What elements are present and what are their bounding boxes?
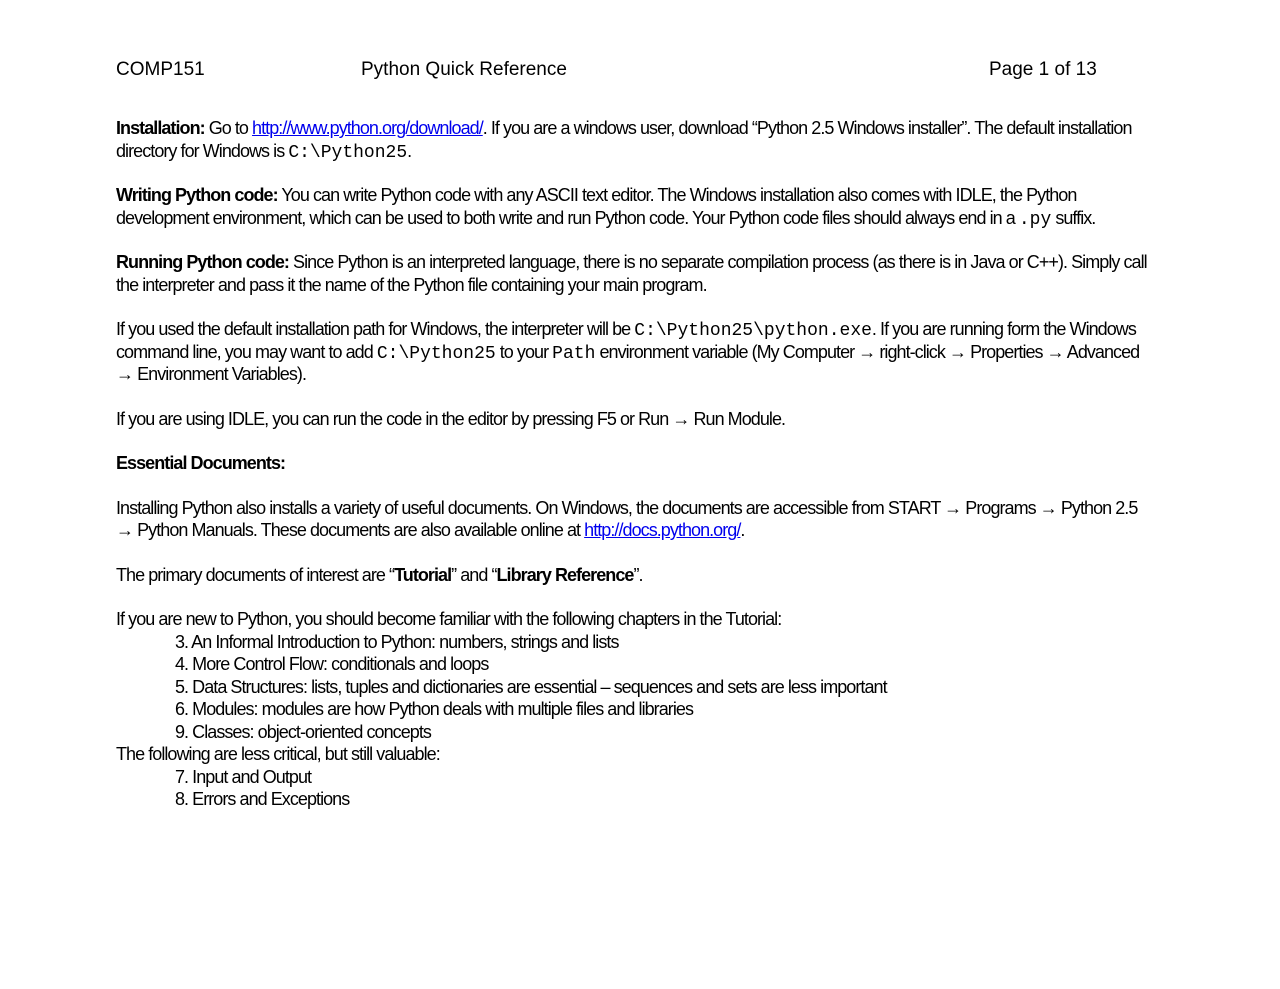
text: ”.: [633, 564, 643, 585]
text: If you are new to Python, you should become familiar with the following chapters in the Tutorial:: [116, 609, 782, 629]
hyperlink[interactable]: http://www.python.org/download/: [252, 118, 483, 138]
code-text: C:\Python25: [288, 142, 408, 163]
text-line: [116, 452, 1216, 475]
list-item: [116, 676, 1216, 699]
text-line: [116, 564, 1216, 587]
text-line: [116, 140, 1216, 163]
text: The primary documents of interest are “: [116, 564, 395, 585]
hyperlink[interactable]: http://docs.python.org/: [584, 520, 741, 540]
text: . If you are a windows user, download “Python 2.5 Windows installer”. The default installation: [482, 118, 1132, 138]
paragraph: [116, 608, 1216, 811]
list-item: [116, 721, 1216, 744]
text: ” and “: [451, 564, 497, 585]
text: command line, you may want to add: [116, 341, 377, 362]
text: 9. Classes: object-oriented concepts: [175, 721, 431, 742]
paragraph: [116, 497, 1216, 542]
bold-text: Running Python code:: [116, 252, 289, 272]
bold-text: Essential Documents:: [116, 453, 286, 473]
text: the interpreter and pass it the name of the Python file containing your main program.: [116, 274, 707, 295]
text-line: [116, 274, 1216, 297]
text: suffix.: [1051, 207, 1096, 228]
text: If you are using IDLE, you can run the code in the editor by pressing F5 or Run → Run Module.: [116, 408, 786, 429]
text: → Python Manuals. These documents are also available online at: [116, 520, 585, 540]
text: environment variable (My Computer → right-click → Properties → Advanced: [595, 341, 1140, 362]
text: development environment, which can be used to both write and run Python code. Your Python code files should always end in a: [116, 207, 1019, 228]
text: Installing Python also installs a variety of useful documents. On Windows, the documents are accessible from START → Programs → Python 2.5: [116, 497, 1138, 518]
bold-text: Tutorial: [394, 564, 452, 585]
course-code: COMP151: [116, 59, 205, 80]
code-text: C:\Python25\python.exe: [634, 321, 872, 341]
text-line: [116, 743, 1216, 766]
text-line: [116, 117, 1216, 140]
text-line: [116, 408, 1216, 431]
code-text: C:\Python25: [376, 343, 496, 364]
text-line: [116, 497, 1216, 520]
code-text: Path: [552, 343, 596, 364]
list-item: [116, 788, 1216, 811]
text: directory for Windows is: [116, 140, 289, 161]
paragraph: [116, 318, 1216, 386]
text: Go to: [204, 118, 253, 138]
text: 5. Data Structures: lists, tuples and dictionaries are essential – sequences and sets are less important: [175, 676, 887, 697]
code-text: .py: [1018, 209, 1052, 230]
text: The following are less critical, but still valuable:: [116, 744, 440, 764]
bold-text: Writing Python code:: [116, 185, 278, 205]
text: . If you are running form the Windows: [871, 319, 1136, 339]
text-line: [116, 608, 1216, 631]
text: 3. An Informal Introduction to Python: numbers, strings and lists: [175, 631, 619, 652]
text-line: [116, 207, 1216, 230]
text: 8. Errors and Exceptions: [175, 789, 350, 809]
paragraph: [116, 564, 1216, 587]
paragraph: [116, 184, 1216, 229]
paragraph: [116, 251, 1216, 296]
list-item: [116, 698, 1216, 721]
text: Since Python is an interpreted language, there is no separate compilation process (as there is in Java or C++). Simply call: [288, 252, 1147, 272]
bold-text: Library Reference: [496, 564, 634, 585]
list-item: [116, 766, 1216, 789]
paragraph: [116, 452, 1216, 475]
text: 7. Input and Output: [175, 766, 312, 787]
text-line: [116, 363, 1216, 386]
document-body: [116, 117, 1216, 833]
text: to your: [495, 341, 553, 362]
text-line: [116, 341, 1216, 364]
list-item: [116, 653, 1216, 676]
text: 6. Modules: modules are how Python deals with multiple files and libraries: [175, 699, 693, 719]
text: .: [740, 520, 745, 540]
list-item: [116, 631, 1216, 654]
text: If you used the default installation path for Windows, the interpreter will be: [116, 319, 635, 339]
text: → Environment Variables).: [116, 364, 307, 384]
text: 4. More Control Flow: conditionals and loops: [175, 654, 489, 674]
text-line: [116, 251, 1216, 274]
text-line: [116, 184, 1216, 207]
text: .: [407, 140, 412, 161]
bold-text: Installation:: [116, 118, 205, 138]
paragraph: [116, 117, 1216, 162]
document-title: Python Quick Reference: [361, 59, 567, 80]
text: You can write Python code with any ASCII text editor. The Windows installation also comes with IDLE, the Python: [277, 185, 1077, 205]
paragraph: [116, 408, 1216, 431]
text-line: [116, 519, 1216, 542]
text-line: [116, 318, 1216, 341]
page-number: Page 1 of 13: [989, 59, 1097, 80]
